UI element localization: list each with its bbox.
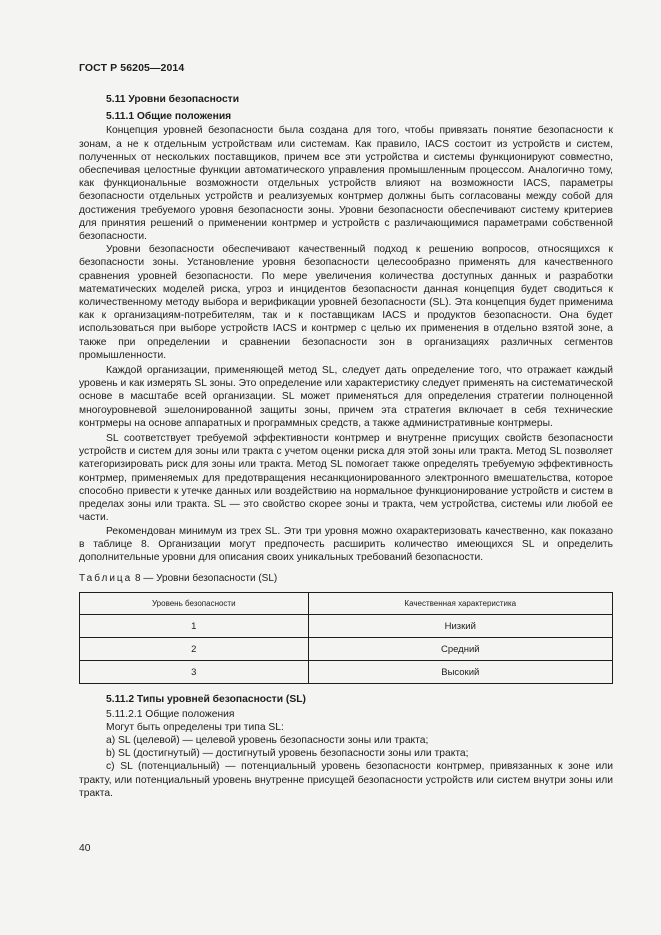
table-header-cell: Качественная характеристика xyxy=(308,593,612,615)
section-heading-5-11: 5.11 Уровни безопасности xyxy=(106,94,240,105)
paragraph-concept: Концепция уровней безопасности была создана для того, чтобы привязать понятие безопасности к зонам, а не к отдельным устройствам или системам. Как правило, IACS состоит из устройств и систем, полученных от нескольких поставщиков, причем все эти устройства и системы функционируют совместно, обеспечивая целостные функции автоматического управления промышленным процессом. Аналогично тому, как функциональные возможности отдельных устройств влияют на возможности IACS, параметры безопасности отдельных устройств и реализуемых контрмер должны быть согласованы между собой для достижения требуемого уровня безопасности зоны. Уровни безопасности обеспечивают систему критериев для принятия решений о применении контрмер и устройств с различающимися параметрами собственной безопасности. xyxy=(79,125,613,243)
list-item-target: a) SL (целевой) — целевой уровень безопасности зоны или тракта; xyxy=(106,734,429,746)
table-header-cell: Уровень безопасности xyxy=(80,593,309,615)
security-levels-table xyxy=(79,592,613,684)
list-item-capability: c) SL (потенциальный) — потенциальный уровень безопасности контрмер, привязанных к зоне или тракту, или потенциальный уровень внутренне присущей безопасности устройств или систем внутри зоны или тракта. xyxy=(79,761,613,799)
list-item-achieved: b) SL (достигнутый) — достигнутый уровень безопасности зоны или тракта; xyxy=(106,748,469,760)
section-heading-5-11-2: 5.11.2 Типы уровней безопасности (SL) xyxy=(106,694,306,706)
table-cell-level: 2 xyxy=(80,638,309,661)
paragraph-types-intro: Могут быть определены три типа SL: xyxy=(106,721,284,733)
table-caption xyxy=(79,572,613,585)
table-caption-label: Таблица xyxy=(79,573,133,585)
paragraph-qualitative: Уровни безопасности обеспечивают качественный подход к решению вопросов, относящихся к безопасности зоны. Установление уровня безопасности целесообразно применять для качественного сравнения уровней безопасности. По мере увеличения количества доступных данных и разработки математических моделей риска, угроз и инцидентов безопасности данная концепция будет сводиться к количественному методу выбора и верификации уровней безопасности (SL). Эта концепция будет применима как к организациям-потребителям, так и к поставщикам IACS и продуктов безопасности. Она будет использоваться при выборе устройств IACS и контрмер с целью их применения в отдельно взятой зоне, а также при определении и сравнении безопасности зон в организациях различных сегментов промышленности. xyxy=(79,244,613,361)
page-content xyxy=(79,93,613,800)
paragraph-organization: Каждой организации, применяющей метод SL, следует дать определение того, что отражает каждый уровень и как измерять SL зоны. Это определение или характеристику следует применять на систематической основе в масштабе всей организации. SL может применяться для определения стратегии полноценной многоуровневой эшелонированной защиты зоны, причем эта стратегия включает в себя технические контрмеры на основе аппаратных и программных средств, а также административные контрмеры. xyxy=(79,365,613,429)
subsection-heading-5-11-2-1: 5.11.2.1 Общие положения xyxy=(106,708,235,720)
table-cell-level: 1 xyxy=(80,615,309,638)
paragraph-effectiveness: SL соответствует требуемой эффективности контрмер и внутренне присущих свойств безопасности устройств и систем для зоны или тракта с учетом оценки риска для этой зоны или тракта. Метод SL позволяет категоризировать риск для зоны или тракта. Метод SL помогает также определять требуемую эффективность контрмер, применяемых для предотвращения несанкционированного электронного вмешательства, которое способно привести к утечке данных или воздействию на нормальное функционирование устройств и систем в пределах зоны или тракта. SL — это свойство скорее зоны и тракта, чем устройства, системы или любой ее части. xyxy=(79,433,613,524)
table-cell-level: 3 xyxy=(80,661,309,684)
table-row xyxy=(80,638,613,661)
page-number: 40 xyxy=(79,843,91,854)
table-row xyxy=(80,661,613,684)
table-cell-characteristic: Высокий xyxy=(308,661,612,684)
document-header: ГОСТ Р 56205—2014 xyxy=(79,62,185,74)
paragraph-minimum: Рекомендован минимум из трех SL. Эти три уровня можно охарактеризовать качественно, как показано в таблице 8. Организации могут предпочесть расширить количество имеющихся SL и определить дополнительные уровни для описания своих уникальных требований безопасности. xyxy=(79,525,613,563)
table-cell-characteristic: Низкий xyxy=(308,615,612,638)
table-row xyxy=(80,615,613,638)
section-heading-5-11-1: 5.11.1 Общие положения xyxy=(106,111,232,123)
table-header-row xyxy=(80,593,613,615)
table-cell-characteristic: Средний xyxy=(308,638,612,661)
table-caption-text: 8 — Уровни безопасности (SL) xyxy=(135,573,278,585)
